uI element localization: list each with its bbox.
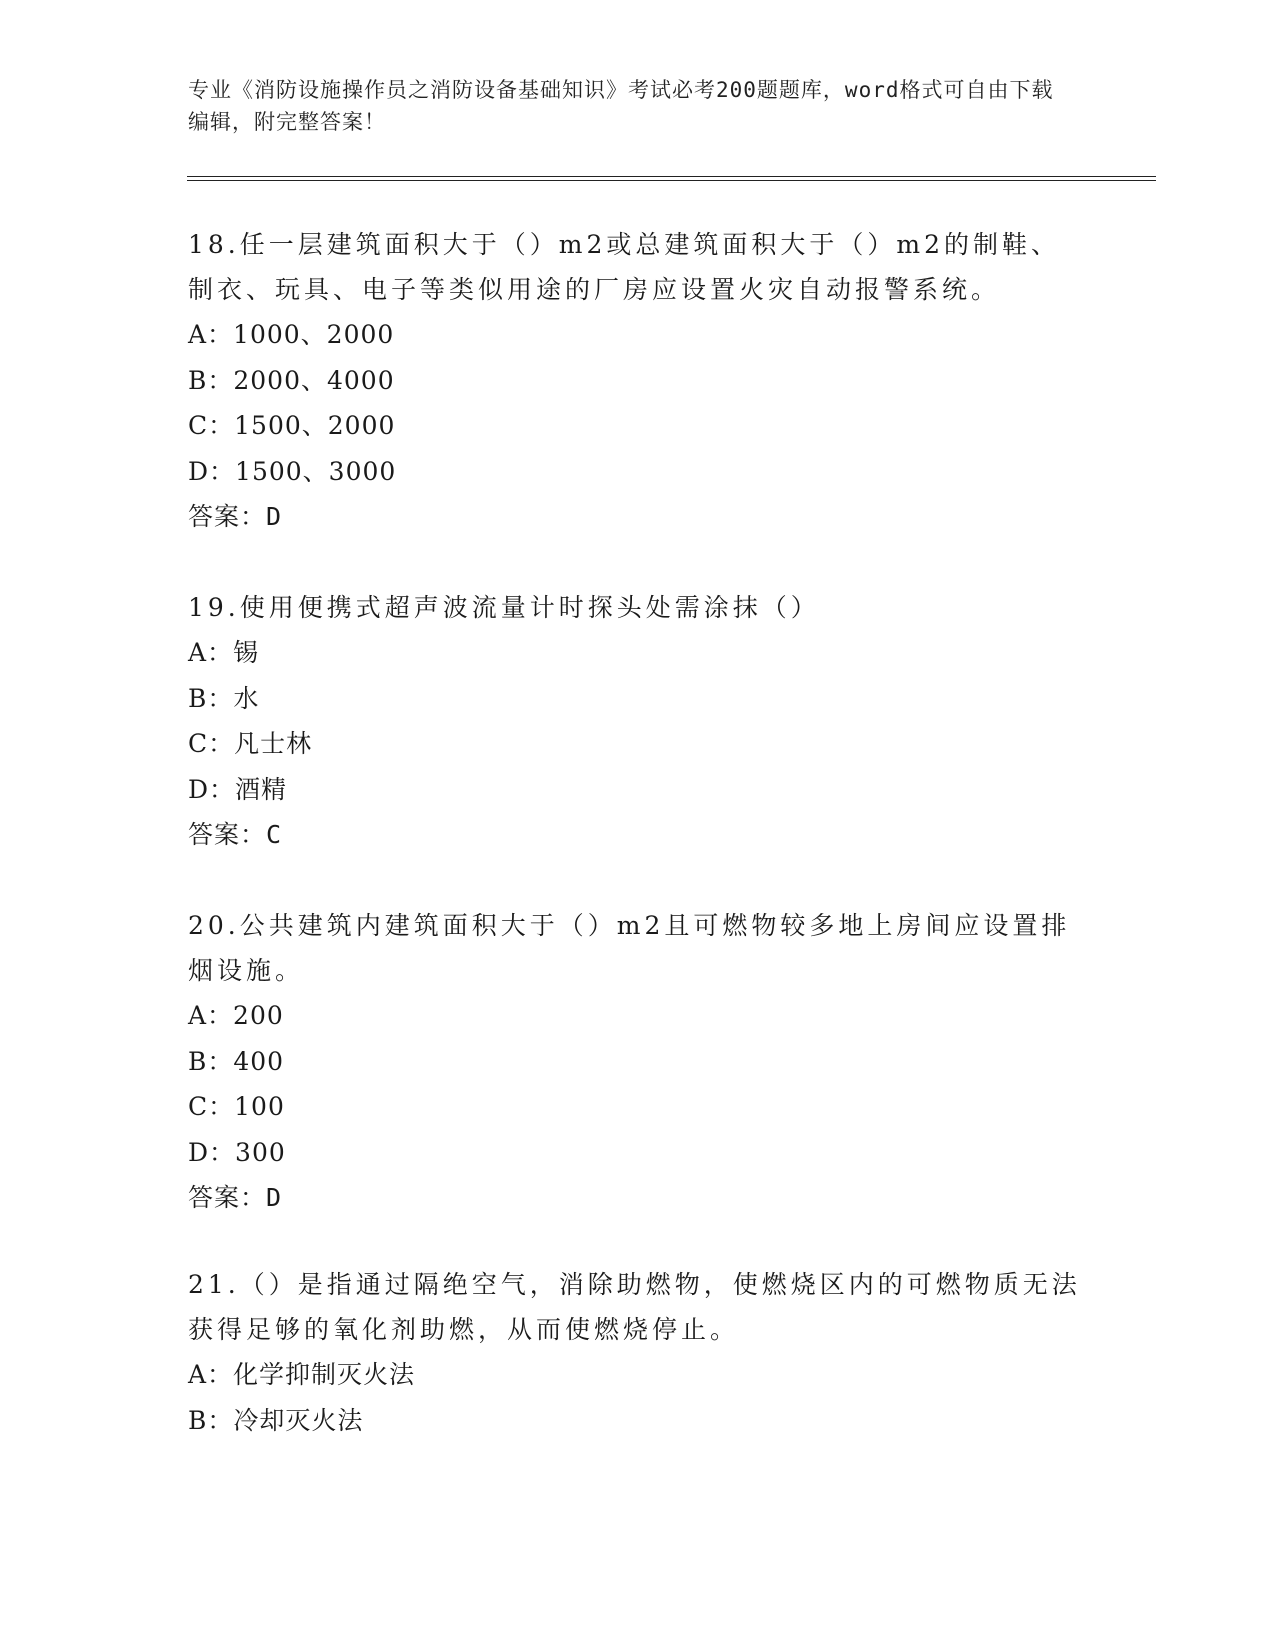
- option-a: A：1000、2000: [188, 320, 395, 349]
- option-a: A：200: [188, 1001, 284, 1030]
- option-d: D：酒精: [188, 774, 288, 804]
- header-divider: [187, 176, 1156, 181]
- option-a: A：化学抑制灭火法: [188, 1360, 416, 1389]
- question-stem: 18.任一层建筑面积大于（）m2或总建筑面积大于（）m2的制鞋、制衣、玩具、电子等类似用途的厂房应设置火灾自动报警系统。: [188, 230, 1060, 304]
- question-stem: 20.公共建筑内建筑面积大于（）m2且可燃物较多地上房间应设置排烟设施。: [188, 911, 1071, 985]
- question-21: [188, 1262, 1088, 1443]
- option-d: D：1500、3000: [188, 456, 397, 486]
- option-c: C：凡士林: [188, 729, 313, 758]
- document-header: 专业《消防设施操作员之消防设备基础知识》考试必考200题题库，word格式可自由下载编辑，附完整答案！: [188, 78, 1054, 134]
- option-b: B：400: [188, 1046, 285, 1076]
- question-20: [188, 903, 1088, 1221]
- option-d: D：300: [188, 1137, 286, 1167]
- question-stem: 19.使用便携式超声波流量计时探头处需涂抹（）: [188, 593, 820, 622]
- question-18: [188, 222, 1088, 540]
- option-b: B：2000、4000: [188, 365, 395, 395]
- option-b: B：冷却灭火法: [188, 1405, 364, 1435]
- question-19: [188, 585, 1088, 858]
- option-a: A：锡: [188, 638, 260, 667]
- answer-text: 答案：C: [188, 820, 283, 849]
- answer-text: 答案：D: [188, 502, 283, 531]
- answer-text: 答案：D: [188, 1183, 283, 1212]
- option-c: C：100: [188, 1092, 285, 1121]
- question-stem: 21.（）是指通过隔绝空气，消除助燃物，使燃烧区内的可燃物质无法获得足够的氧化剂助燃，从而使燃烧停止。: [188, 1270, 1081, 1344]
- option-c: C：1500、2000: [188, 411, 396, 440]
- option-b: B：水: [188, 683, 260, 713]
